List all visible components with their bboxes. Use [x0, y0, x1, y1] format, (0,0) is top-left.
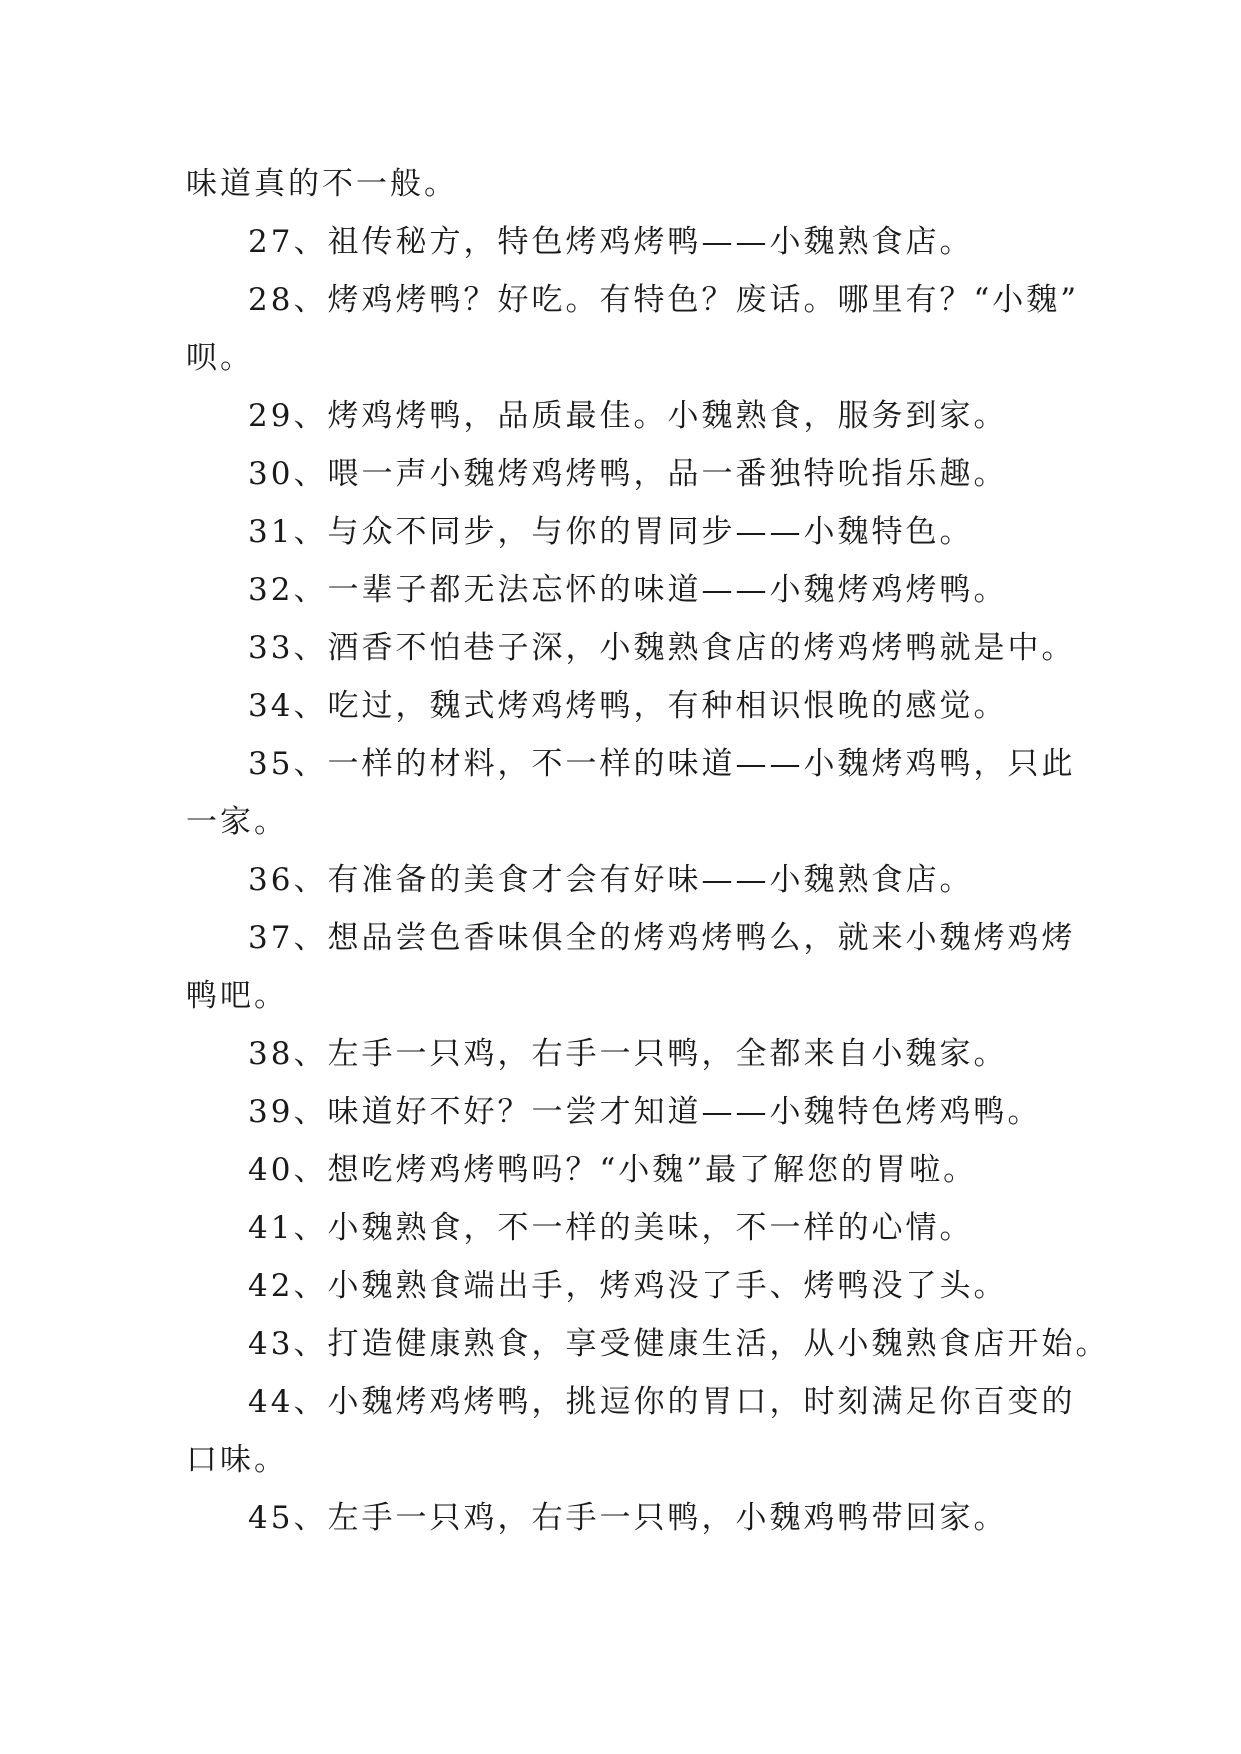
text-line: 呗。 — [186, 340, 254, 376]
text-line: 34、吃过，魏式烤鸡烤鸭，有种相识恨晚的感觉。 — [248, 688, 1008, 724]
text-line: 28、烤鸡烤鸭？好吃。有特色？废话。哪里有？“小魏” — [248, 282, 1080, 318]
text-line: 鸭吧。 — [186, 978, 288, 1014]
text-line: 29、烤鸡烤鸭，品质最佳。小魏熟食，服务到家。 — [248, 398, 1008, 434]
text-line: 味道真的不一般。 — [186, 166, 458, 202]
text-line: 42、小魏熟食端出手，烤鸡没了手、烤鸭没了头。 — [248, 1268, 1008, 1304]
text-line: 45、左手一只鸡，右手一只鸭，小魏鸡鸭带回家。 — [248, 1500, 1008, 1536]
text-line: 30、喂一声小魏烤鸡烤鸭，品一番独特吮指乐趣。 — [248, 456, 1008, 492]
text-line: 38、左手一只鸡，右手一只鸭，全都来自小魏家。 — [248, 1036, 1008, 1072]
text-line: 41、小魏熟食，不一样的美味，不一样的心情。 — [248, 1210, 974, 1246]
text-line: 35、一样的材料，不一样的味道——小魏烤鸡鸭，只此 — [248, 746, 1076, 782]
document-body — [186, 155, 1110, 1547]
text-line: 40、想吃烤鸡烤鸭吗？“小魏”最了解您的胃啦。 — [248, 1152, 978, 1188]
text-line: 36、有准备的美食才会有好味——小魏熟食店。 — [248, 862, 974, 898]
text-line: 39、味道好不好？一尝才知道——小魏特色烤鸡鸭。 — [248, 1094, 1042, 1130]
text-line: 32、一辈子都无法忘怀的味道——小魏烤鸡烤鸭。 — [248, 572, 1008, 608]
text-line: 33、酒香不怕巷子深，小魏熟食店的烤鸡烤鸭就是中。 — [248, 630, 1076, 666]
text-line: 27、祖传秘方，特色烤鸡烤鸭——小魏熟食店。 — [248, 224, 974, 260]
text-line: 31、与众不同步，与你的胃同步——小魏特色。 — [248, 514, 974, 550]
text-line: 一家。 — [186, 804, 288, 840]
text-line: 37、想品尝色香味俱全的烤鸡烤鸭么，就来小魏烤鸡烤 — [248, 920, 1076, 956]
text-line: 口味。 — [186, 1442, 288, 1478]
text-line: 44、小魏烤鸡烤鸭，挑逗你的胃口，时刻满足你百变的 — [248, 1384, 1076, 1420]
text-line: 43、打造健康熟食，享受健康生活，从小魏熟食店开始。 — [248, 1326, 1110, 1362]
